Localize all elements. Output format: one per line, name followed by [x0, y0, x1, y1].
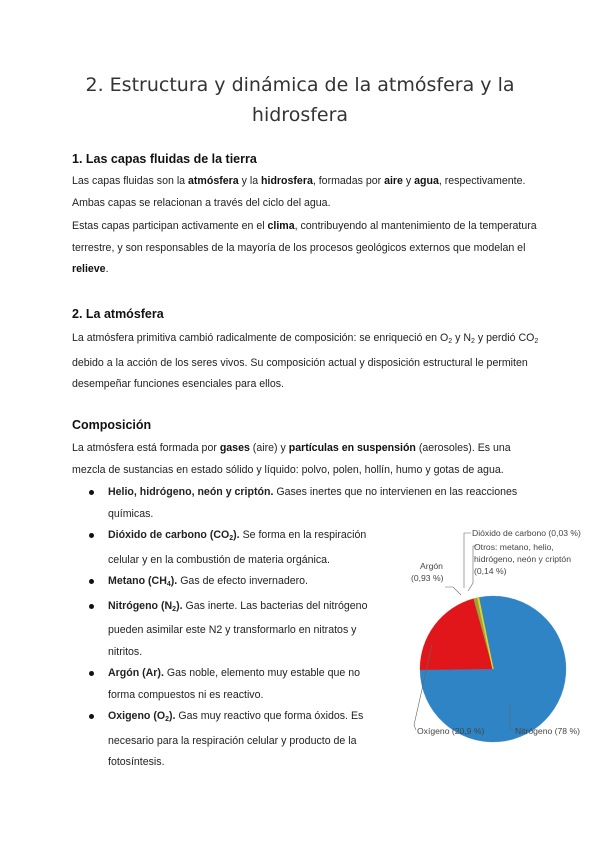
- label-argon-line1: Argón: [420, 561, 443, 571]
- leader-line-co2: [464, 533, 471, 588]
- list-item: Oxigeno $(O_2)$. Gas muy reactivo que forma óxidos. Es necesario para la respiración celular y producto de la fotosíntesis.: [72, 706, 372, 774]
- label-co2: Dióxido de carbono (0,03 %): [472, 528, 581, 538]
- section2-paragraph: La atmósfera primitiva cambió radicalmente de composición: se enriqueció en $O_2$ y $N_2$ y perdió $CO_2$ debido a la acción de los seres vivos. Su composición actual y disposición estructural le permiten desempeñar funciones esenciales para ellos.: [72, 332, 539, 390]
- section1-paragraph-2: Ambas capas se relacionan a través del ciclo del agua.: [72, 197, 331, 209]
- label-argon-line2: (0,93 %): [411, 573, 444, 583]
- section1-heading: 1. Las capas fluidas de la tierra: [72, 152, 257, 166]
- list-item: Nitrógeno $(N_2)$. Gas inerte. Las bacterias del nitrógeno pueden asimilar este N2 y transformarlo en nitratos y nitritos.: [72, 596, 372, 664]
- section1-paragraph-3: Estas capas participan activamente en el clima, contribuyendo al mantenimiento de la temperatura terrestre, y son responsables de la mayoría de los procesos geológicos externos que modelan el relieve.: [72, 220, 537, 275]
- section2-heading: 2. La atmósfera: [72, 307, 164, 321]
- list-item: Dióxido de carbono $(CO_2)$. Se forma en la respiración celular y en la combustión de materia orgánica.: [72, 525, 372, 571]
- document-title: 2. Estructura y dinámica de la atmósfera y la hidrosfera: [85, 74, 515, 126]
- label-otros-line2: hidrógeno, neón y criptón: [474, 554, 571, 564]
- list-item: Argón (Ar). Gas noble, elemento muy estable que no forma compuestos ni es reactivo.: [72, 663, 372, 706]
- label-oxigeno: Oxígeno (20,9 %): [417, 726, 485, 736]
- leader-line-argon: [445, 587, 461, 595]
- composition-heading: Composición: [72, 418, 152, 432]
- section1-paragraph-1: Las capas fluidas son la atmósfera y la hidrosfera, formadas por aire y agua, respectivamente.: [72, 175, 526, 187]
- composition-paragraph: La atmósfera está formada por gases (aire) y partículas en suspensión (aerosoles). Es una mezcla de sustancias en estado sólido y líquido: polvo, polen, hollín, humo y gotas de agua.: [72, 442, 511, 476]
- list-item: Helio, hidrógeno, neón y criptón. Gases inertes que no intervienen en las reacciones químicas.: [72, 482, 528, 525]
- label-nitrogeno: Nitrógeno (78 %): [515, 726, 580, 736]
- label-otros-line3: (0,14 %): [474, 566, 507, 576]
- atmosphere-composition-pie-chart: [392, 515, 600, 745]
- list-item: Metano $(CH_4)$. Gas de efecto invernadero.: [72, 571, 372, 596]
- label-otros-line1: Otros: metano, helio,: [474, 542, 554, 552]
